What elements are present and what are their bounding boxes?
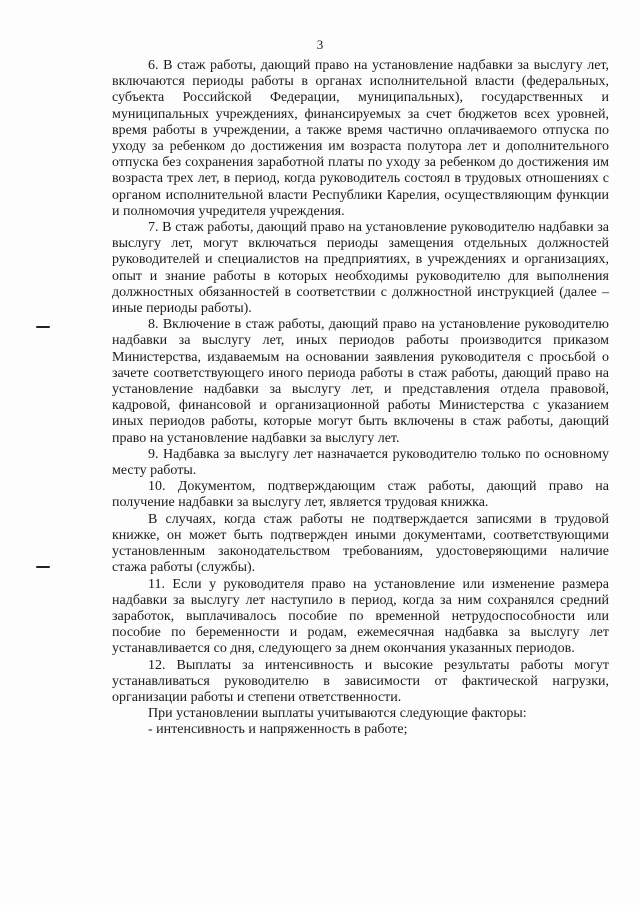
margin-pen-mark [36, 566, 50, 568]
paragraph-11: 11. Если у руководителя право на установление или изменение размера надбавки за выслугу лет наступило в период, когда за ним сохранялся средний заработок, выплачивалось пособие по временной нетрудоспособности или пособие по беременности и родам, ежемесячная надбавка за выслугу лет устанавливается со дня, следующего за днем окончания указанных периодов. [112, 576, 609, 657]
page-number: 3 [316, 37, 324, 52]
margin-pen-mark [36, 326, 50, 328]
paragraph-10-continuation: В случаях, когда стаж работы не подтверждается записями в трудовой книжке, он может быть подтвержден иными документами, соответствующими установленным законодательством требованиям, удостоверяющими наличие стажа работы (службы). [112, 511, 609, 576]
paragraph-6: 6. В стаж работы, дающий право на установление надбавки за выслугу лет, включаются периоды работы в органах исполнительной власти (федеральных, субъекта Российской Федерации, муниципальных), государственных и муниципальных учреждениях, финансируемых за счет бюджетов всех уровней, время работы в учреждении, а также время частично оплачиваемого отпуска по уходу за ребенком до достижения им возраста полутора лет и дополнительного отпуска без сохранения заработной платы по уходу за ребенком до достижения им возраста трех лет, в период, когда руководитель состоял в трудовых отношениях с органом исполнительной власти Республики Карелия, осуществляющим функции и полномочия учредителя учреждения. [112, 58, 609, 219]
paragraph-factors-intro: При установлении выплаты учитываются следующие факторы: [148, 706, 527, 722]
factor-list-item: - интенсивность и напряженность в работе; [148, 722, 408, 738]
paragraph-10: 10. Документом, подтверждающим стаж работы, дающий право на получение надбавки за выслугу лет, является трудовая книжка. [112, 479, 609, 511]
document-body [112, 58, 609, 739]
paragraph-8: 8. Включение в стаж работы, дающий право на установление руководителю надбавки за выслугу лет, иных периодов работы производится приказом Министерства, издаваемым на основании заявления руководителя с просьбой о зачете соответствующего иного периода работы в стаж работы, дающий право на установление надбавки за выслугу лет, и представления отдела правовой, кадровой, финансовой и организационной работы Министерства с указанием иных периодов работы, которые могут быть включены в стаж работы, дающий право на установление надбавки за выслугу лет. [112, 317, 609, 446]
paragraph-12: 12. Выплаты за интенсивность и высокие результаты работы могут устанавливаться руководителю в зависимости от фактической нагрузки, организации работы и степени ответственности. [112, 657, 609, 705]
paragraph-9: 9. Надбавка за выслугу лет назначается руководителю только по основному месту работы. [112, 446, 609, 479]
paragraph-7: 7. В стаж работы, дающий право на установление руководителю надбавки за выслугу лет, могут включаться периоды замещения отдельных должностей руководителей и специалистов на предприятиях, в учреждениях и организациях, опыт и знание работы в которых необходимы руководителю для выполнения должностных обязанностей в соответствии с должностной инструкцией (далее – иные периоды работы). [112, 220, 609, 317]
